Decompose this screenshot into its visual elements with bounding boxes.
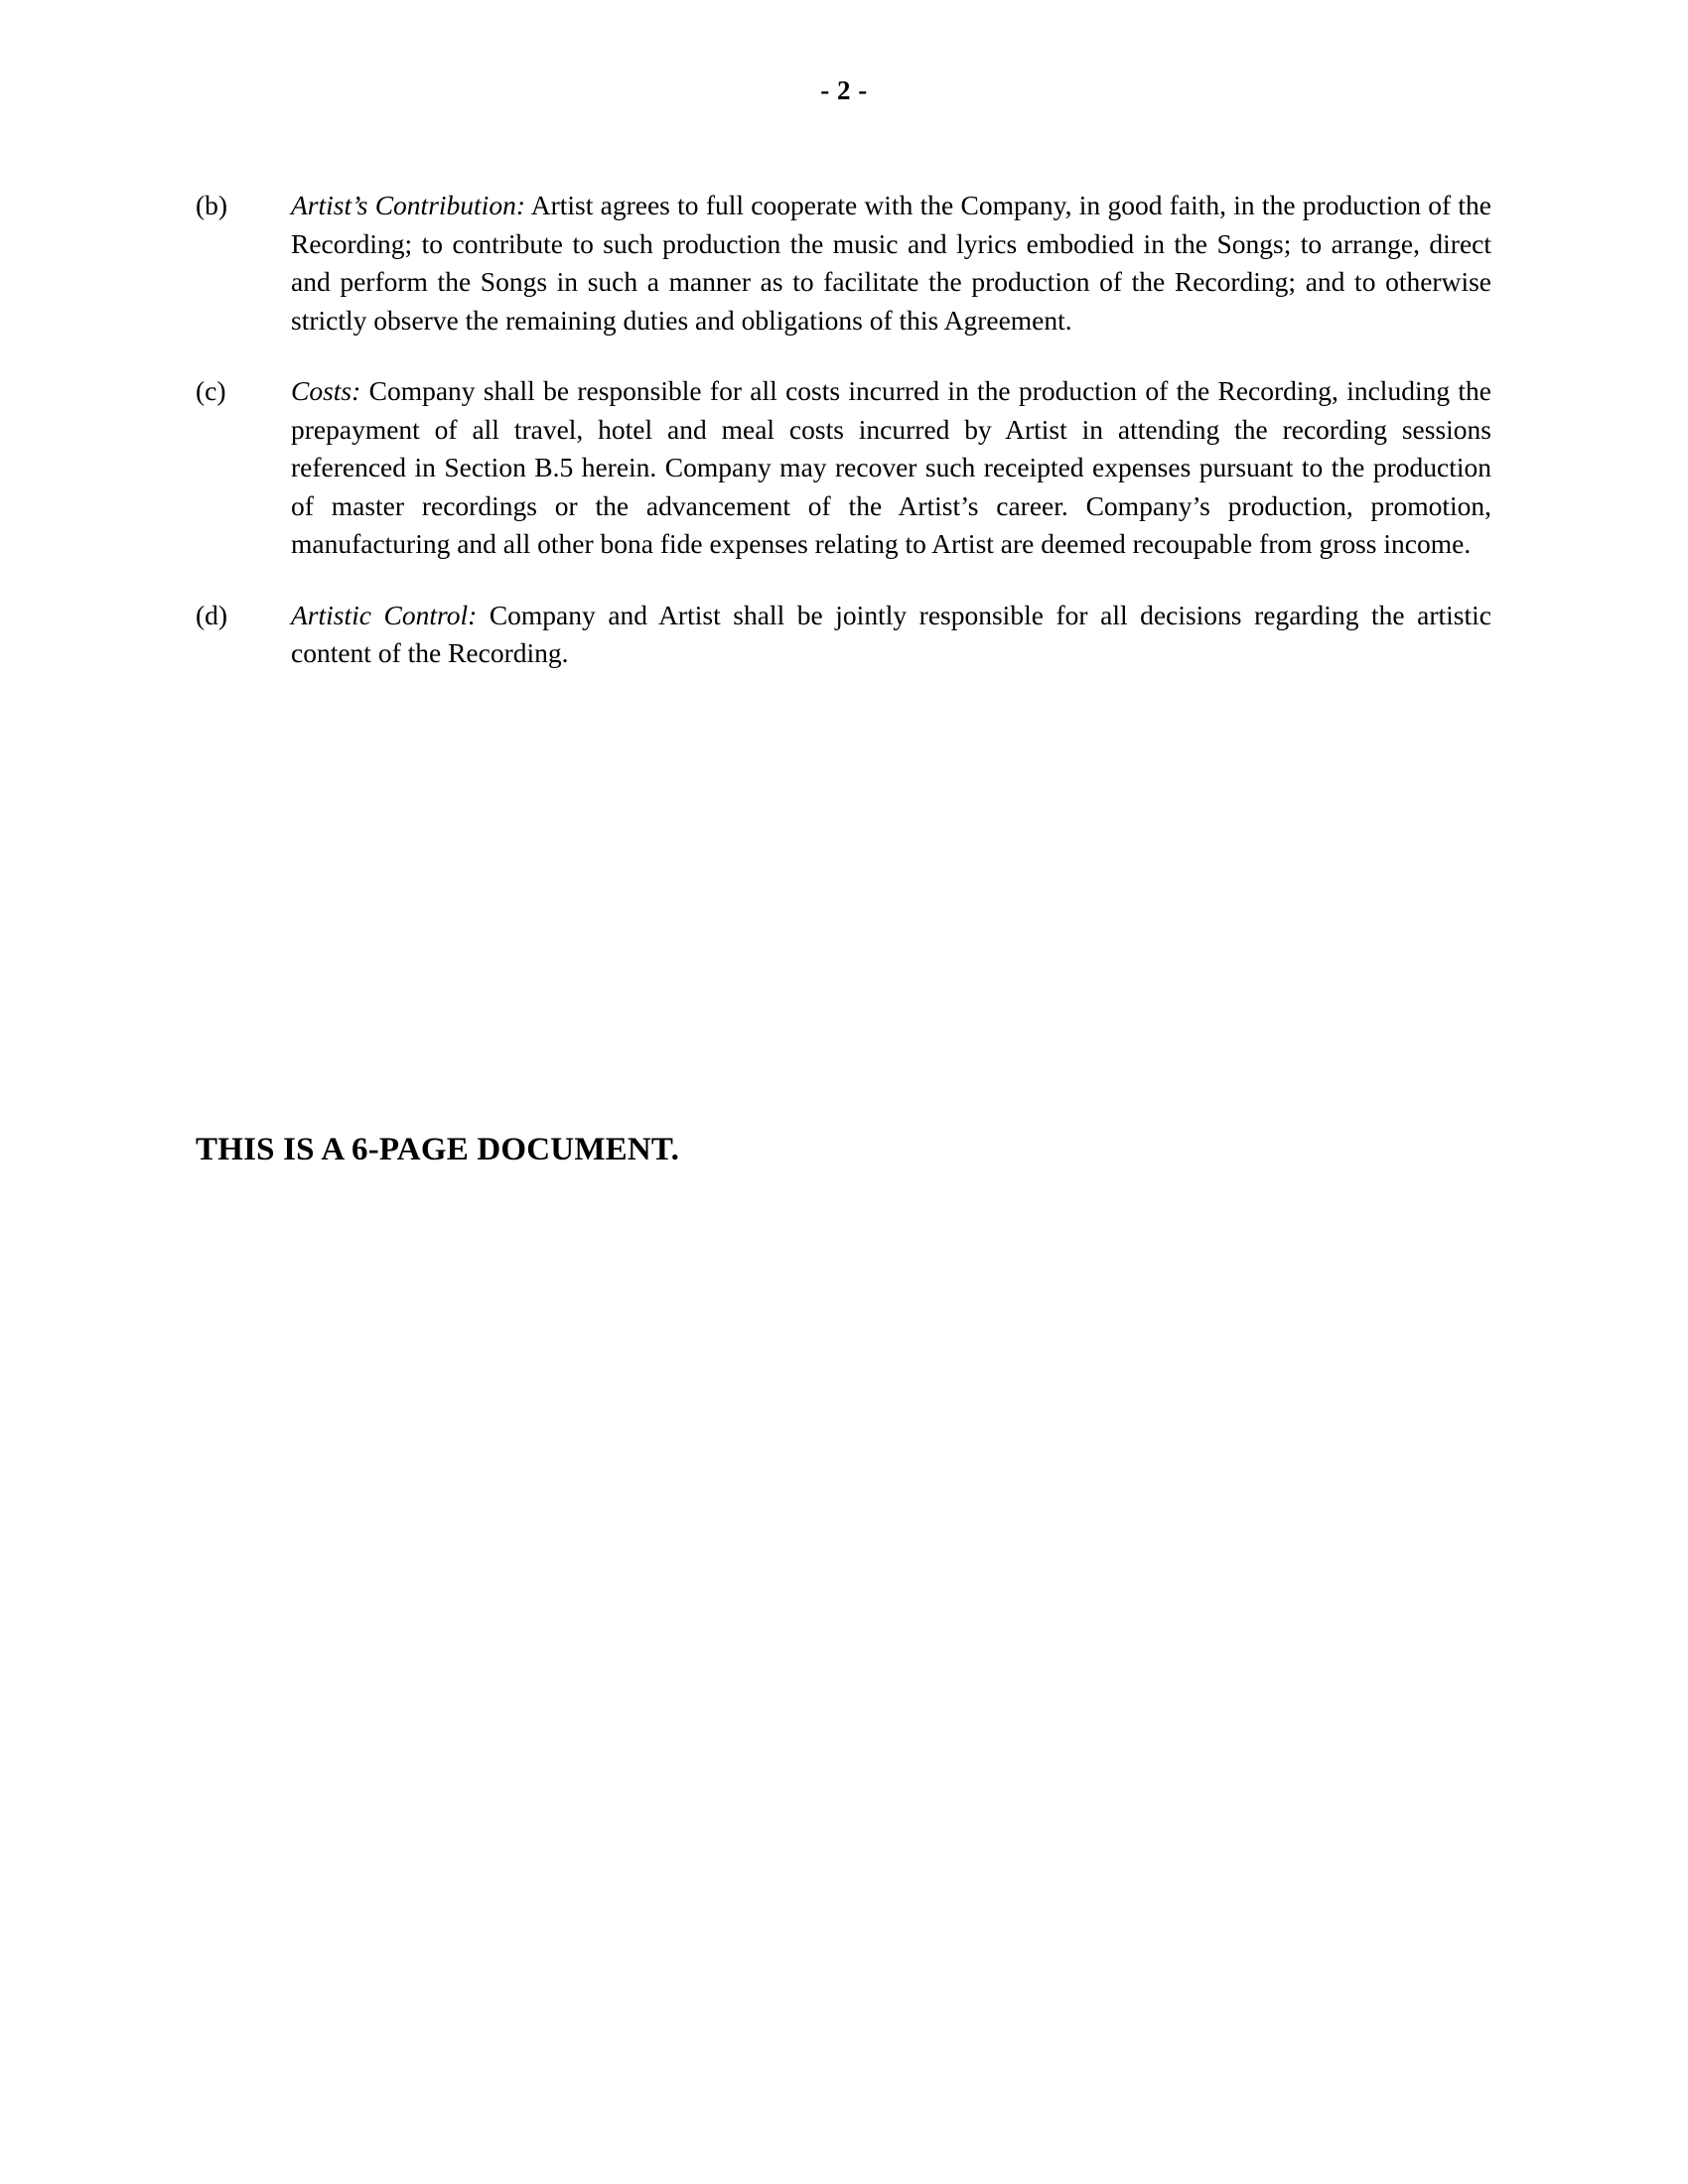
document-length-statement: THIS IS A 6-PAGE DOCUMENT. (196, 1132, 680, 1167)
clause-text-c: Company shall be responsible for all costs incurred in the production of the Recording, including the prepayment of all travel, hotel and meal costs incurred by Artist in attending the recording sessions referenced in Section B.5 herein. Company may recover such receipted expenses pursuant to the production of master recordings or the advancement of the Artist’s career. Company’s production, promotion, manufacturing and all other bona fide expenses relating to Artist are deemed recoupable from gross income. (291, 375, 1491, 559)
clause-marker-c: (c) (196, 375, 226, 406)
clause-text-d: Company and Artist shall be jointly responsible for all decisions regarding the artistic content of the Recording. (291, 599, 1491, 668)
clause-text-b: Artist agrees to full cooperate with the Company, in good faith, in the production of the Recording; to contribute to such production the music and lyrics embodied in the Songs; to arrange, direct and perform the Songs in such a manner as to facilitate the production of the Recording; and to otherwise strictly observe the remaining duties and obligations of this Agreement. (291, 190, 1492, 336)
clause-heading-c: Costs: (291, 375, 361, 406)
clause-c (196, 372, 1491, 564)
clause-list (196, 187, 1491, 673)
clause-b (196, 187, 1491, 340)
clause-heading-d: Artistic Control: (291, 599, 478, 630)
clause-marker-b: (b) (196, 190, 228, 220)
clause-heading-b: Artist’s Contribution: (291, 190, 525, 220)
clause-d (196, 597, 1491, 673)
clause-marker-d: (d) (196, 599, 228, 630)
page-number-header: - 2 - (820, 75, 868, 105)
